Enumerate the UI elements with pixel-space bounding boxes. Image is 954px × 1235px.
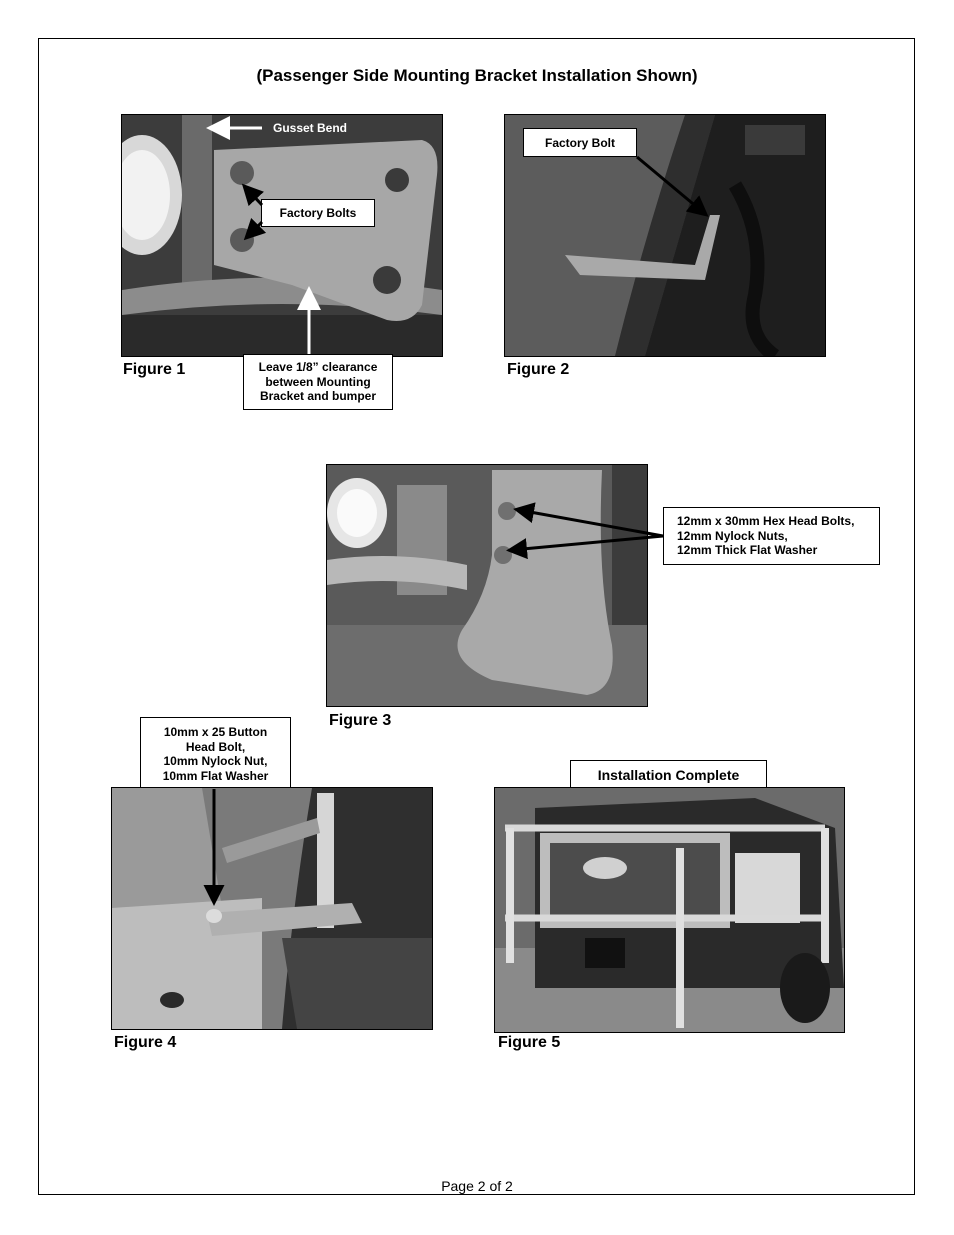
- hardware-line: 10mm x 25 Button: [163, 725, 268, 739]
- hex-bolts-callout: [663, 507, 880, 565]
- page-footer: Page 2 of 2: [441, 1178, 513, 1194]
- figure-2-caption: Figure 2: [507, 361, 570, 378]
- figure-4-photo: [111, 787, 433, 1030]
- hardware-line: 12mm Nylock Nuts,: [677, 528, 788, 543]
- hardware-line: 12mm x 30mm Hex Head Bolts,: [677, 514, 855, 528]
- installation-complete-callout: Installation Complete: [570, 760, 767, 790]
- factory-bolt-callout: Factory Bolt: [523, 128, 637, 157]
- figure-5-caption: Figure 5: [498, 1034, 561, 1051]
- hardware-line: 10mm Nylock Nut,: [163, 754, 268, 768]
- figure-3-caption: Figure 3: [329, 712, 392, 729]
- figure-4-caption: Figure 4: [114, 1034, 177, 1051]
- gusset-bend-label: Gusset Bend: [273, 121, 348, 135]
- hardware-line: 10mm Flat Washer: [162, 768, 269, 783]
- figure-1-photo: [121, 114, 443, 357]
- factory-bolts-callout: Factory Bolts: [261, 199, 375, 227]
- button-bolt-callout: [140, 717, 291, 789]
- figure-1-caption: Figure 1: [123, 361, 186, 378]
- hardware-line: 12mm Thick Flat Washer: [677, 543, 818, 557]
- figure-5-photo: [494, 787, 845, 1033]
- page-title: (Passenger Side Mounting Bracket Installation Shown): [256, 66, 698, 85]
- hardware-line: Head Bolt,: [185, 739, 246, 754]
- figure-3-photo: [326, 464, 648, 707]
- clearance-callout: Leave 1/8” clearance between Mounting Bracket and bumper: [243, 354, 393, 410]
